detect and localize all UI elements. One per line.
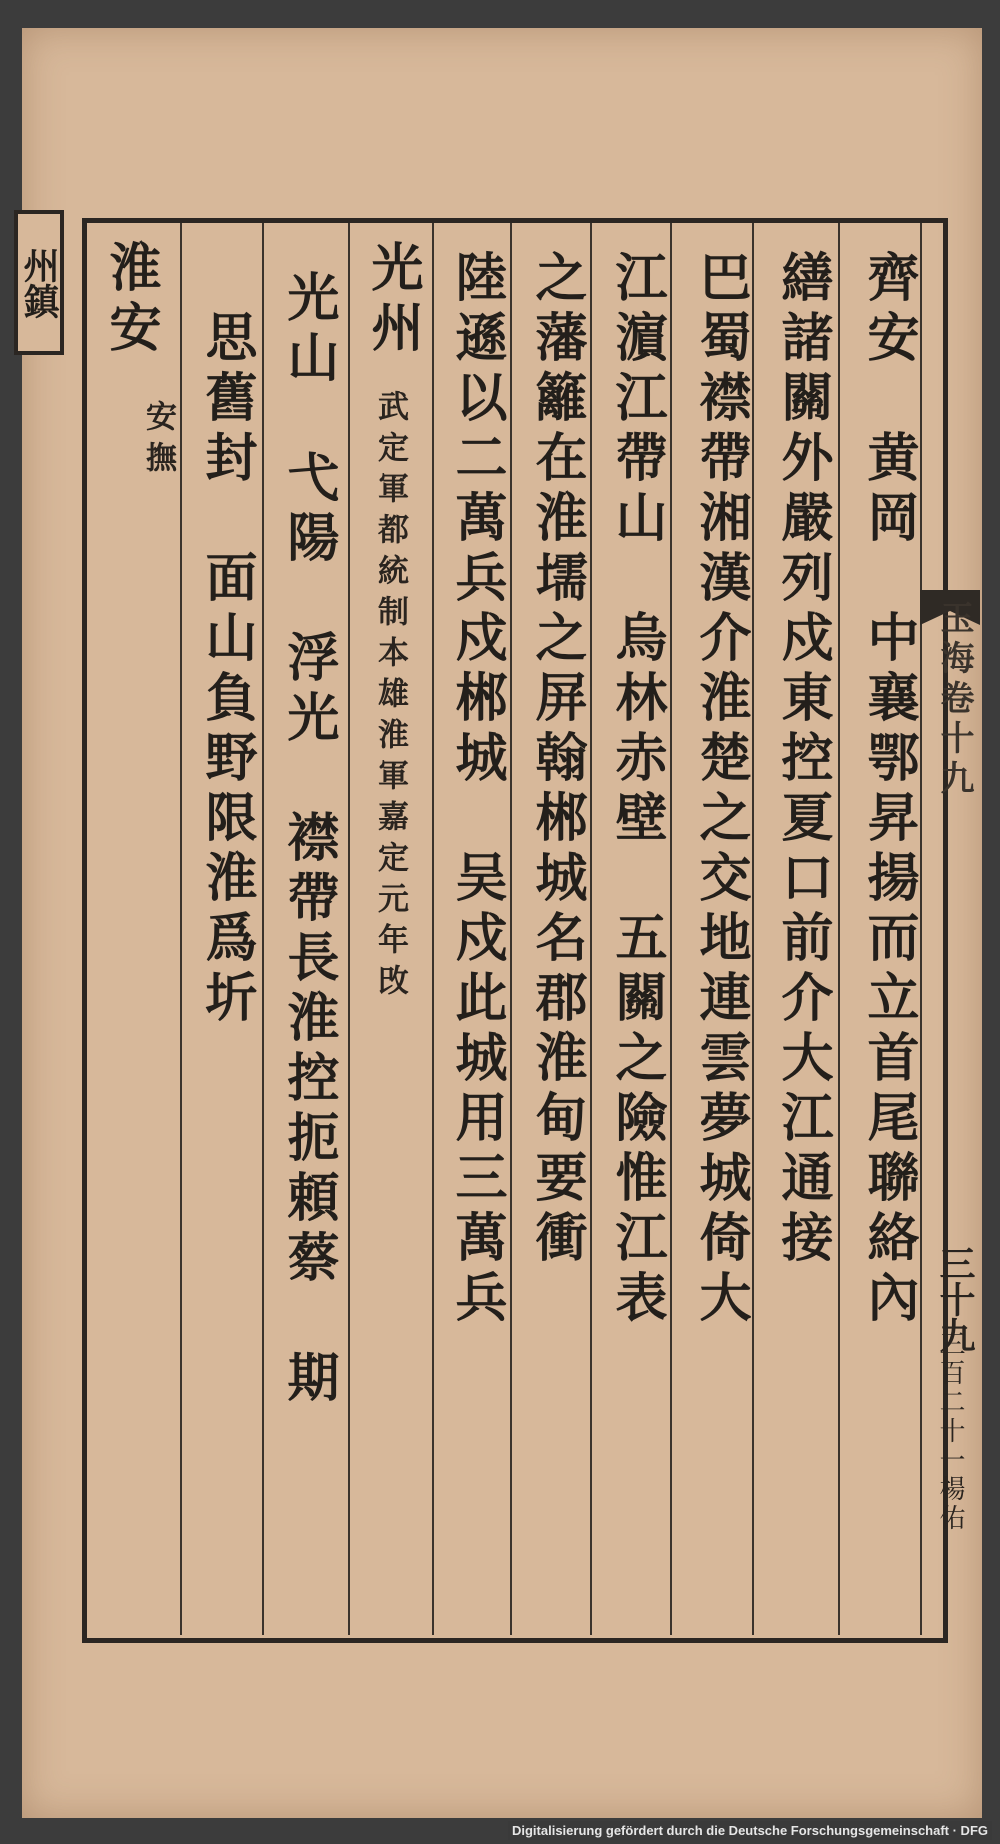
column-rule xyxy=(180,223,182,1635)
folio-number: 三十九 xyxy=(934,1245,976,1353)
text-column-5: 之藩籬在淮壖之屏翰郴城名郡淮甸要衝 xyxy=(526,250,587,1270)
text-column-1: 齊安 黄岡 中襄鄂昇揚而立首尾聯絡內 xyxy=(858,250,919,1330)
column-rule xyxy=(838,223,840,1635)
text-column-8: 光山 弋陽 浮光 襟帶長淮控扼頼蔡 期 xyxy=(278,270,339,1410)
place-heading-guangzhou: 光州 xyxy=(362,240,423,360)
annotation-huaian: 安撫 xyxy=(140,400,176,482)
text-column-6: 陸遜以二萬兵戍郴城 吴戍此城用三萬兵 xyxy=(446,250,507,1330)
place-heading-huaian: 淮安 xyxy=(100,240,161,360)
folio-note: 三百二十一楊佑 xyxy=(935,1330,965,1533)
column-rule xyxy=(348,223,350,1635)
annotation-guangzhou: 武定軍都統制本雄淮軍嘉定元年攺 xyxy=(372,390,408,1005)
column-rule xyxy=(432,223,434,1635)
folio-title: 玉海卷十九 xyxy=(934,600,974,800)
column-rule xyxy=(262,223,264,1635)
margin-section-label: 州鎮 xyxy=(14,210,64,355)
text-column-2: 繕諸關外嚴列戍東控夏口前介大江通接 xyxy=(772,250,833,1270)
text-column-9: 思舊封 面山負野限淮爲圻 xyxy=(196,310,257,1030)
column-rule xyxy=(920,223,922,1635)
text-column-3: 巴蜀襟帶湘漢介淮楚之交地連雲夢城倚大 xyxy=(690,250,751,1330)
column-rule xyxy=(510,223,512,1635)
digitization-credit: Digitalisierung gefördert durch die Deutsche Forschungsgemeinschaft · DFG xyxy=(508,1821,992,1840)
column-rule xyxy=(670,223,672,1635)
column-rule xyxy=(590,223,592,1635)
text-column-4: 江濵江帶山 烏林赤壁 五關之險惟江表 xyxy=(606,250,667,1330)
column-rule xyxy=(752,223,754,1635)
